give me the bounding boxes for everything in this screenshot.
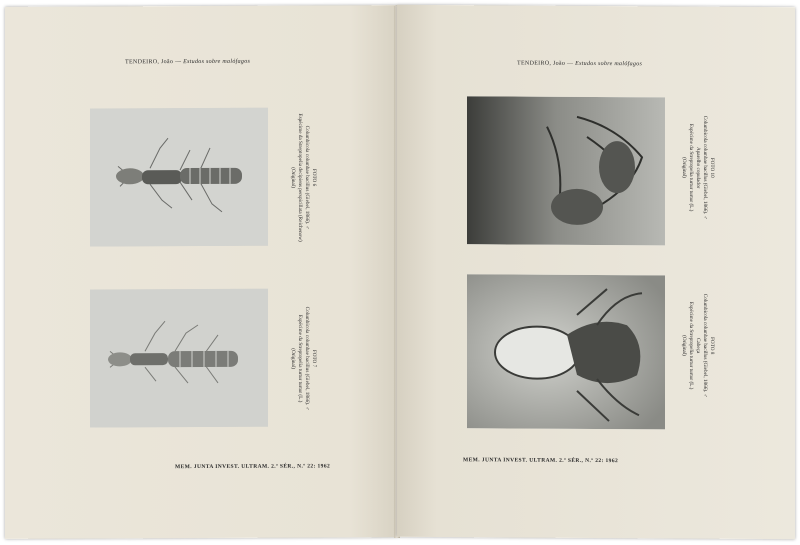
left-page-footer: MEM. JUNTA INVEST. ULTRAM. 2.ª SÉR., N.º 22: 1962 [175,463,331,471]
photo-source: (Original) [681,157,687,178]
photo-8-caption [675,275,715,415]
photo-6-louse-whole [90,108,268,247]
photo-label: FOTO 6 [311,168,317,187]
left-page-header: TENDEIRO, João — Estudos sobre malófagos [125,58,251,66]
open-book [5,6,795,538]
photo-species: Columbicola columbae bacillus (Giebel, 1866). ♂ [702,293,708,398]
photo-part: Cabeça [695,337,701,354]
right-page-footer: MEM. JUNTA INVEST. ULTRAM. 2.ª SÉR., N.º 22: 1962 [463,457,619,465]
photo-8-head [467,274,665,429]
photo-6-caption [277,107,317,247]
photo-species: Columbicola columbae bacillus (Giebel, 1866). ♂ [702,115,708,220]
photo-host: Espécime da Streptopelia decipiens perspicillata (Reichenow) [297,113,303,242]
photo-7-louse-whole [90,289,268,428]
photo-10-copulatory-apparatus [467,96,665,245]
header-title: Estudos sobre malófagos [575,60,643,68]
photo-species: Columbicola columbae bacillus (Giebel, 1866). ♂ [304,125,310,230]
photo-source: (Original) [681,335,687,356]
photo-label: FOTO 7 [311,349,317,368]
photo-10-caption [675,97,715,237]
photo-part: Aparelho copulador [695,146,701,189]
photo-host: Espécime da Streptopelia turtur turtur (L.) [688,123,694,212]
photo-host: Espécime da Streptopelia turtur turtur (L.) [297,314,303,403]
header-author: TENDEIRO, João [125,59,174,66]
photo-label: FOTO 10 [709,157,715,178]
photo-source: (Original) [290,348,296,369]
photo-source: (Original) [290,167,296,188]
photo-7-caption [277,288,317,428]
right-page-header: TENDEIRO, João — Estudos sobre malófagos [517,60,643,68]
header-author: TENDEIRO, João [517,60,566,67]
photo-label: FOTO 8 [709,337,715,355]
photo-species: Columbicola columbae bacillus (Giebel, 1866). ♂ [304,306,310,411]
header-title: Estudos sobre malófagos [183,58,251,66]
photo-host: Espécime da Streptopelia turtur turtur (L.) [688,301,694,390]
right-page [397,5,795,539]
left-page [5,5,397,539]
